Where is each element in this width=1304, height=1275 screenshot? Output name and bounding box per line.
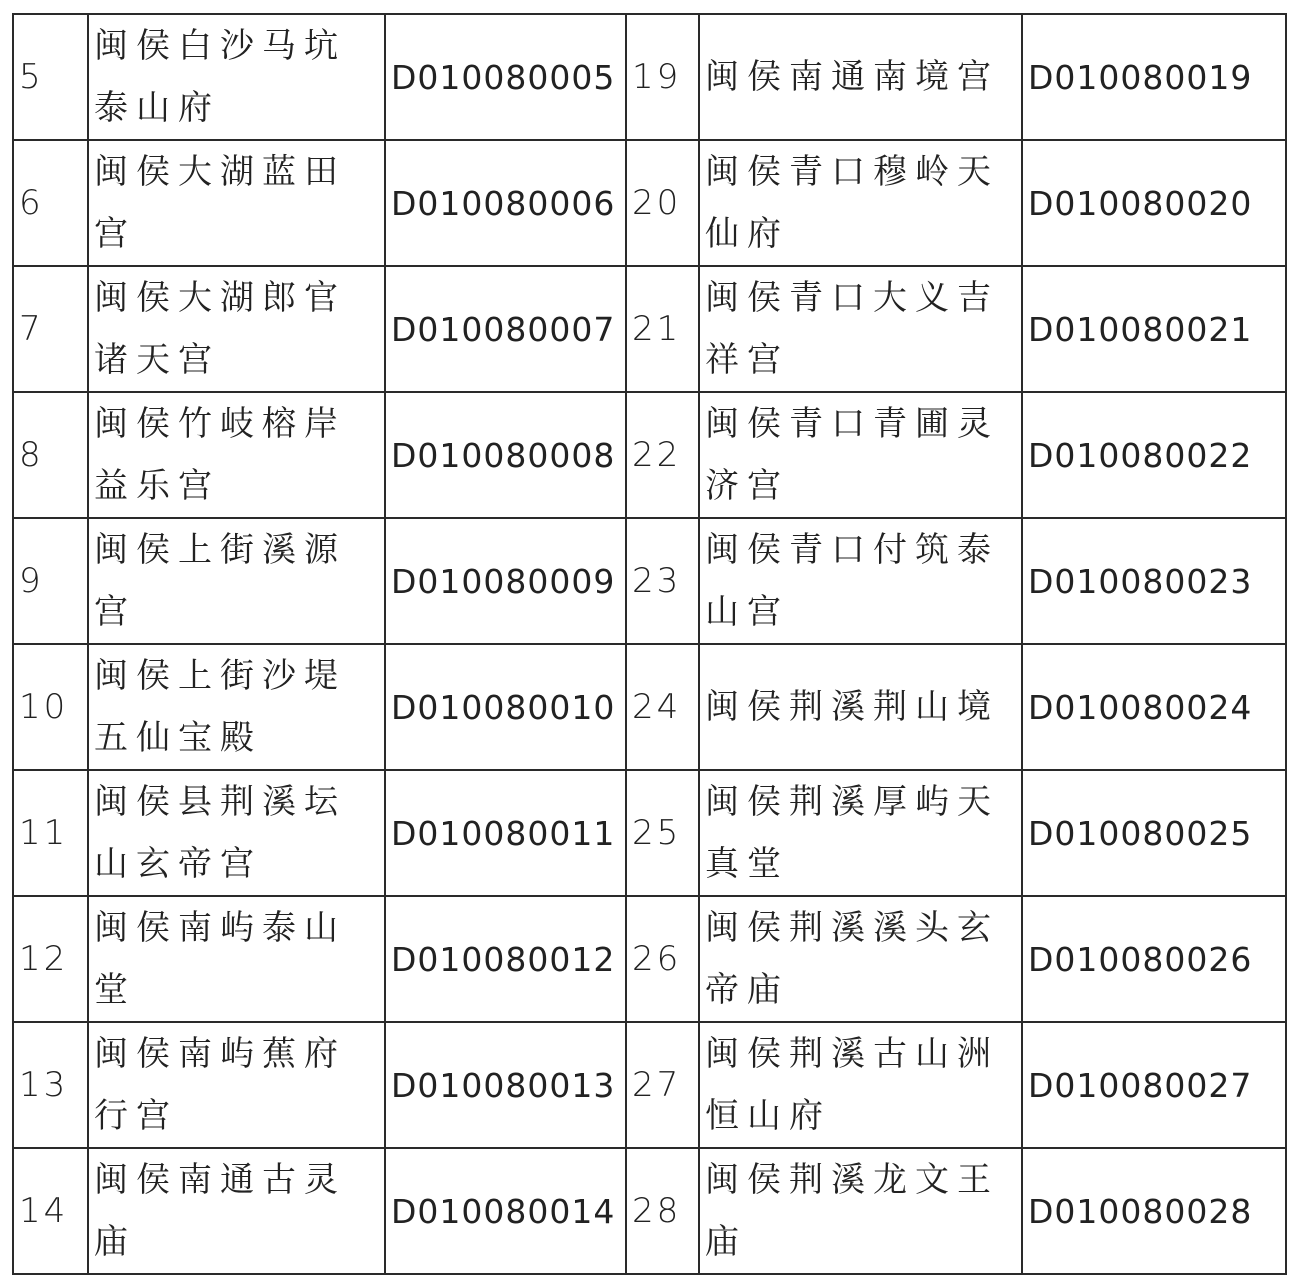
- table-row: [13, 14, 1286, 140]
- registration-code: D010080019: [1022, 14, 1286, 140]
- row-number: 26: [626, 896, 699, 1022]
- row-number: 6: [13, 140, 88, 266]
- row-number: 10: [13, 644, 88, 770]
- row-number: 19: [626, 14, 699, 140]
- registration-code: D010080006: [385, 140, 626, 266]
- table-row: [13, 266, 1286, 392]
- registration-code: D010080020: [1022, 140, 1286, 266]
- row-number: 28: [626, 1148, 699, 1274]
- temple-name: 闽侯大湖蓝田宫: [88, 140, 385, 266]
- temple-name: 闽侯南屿蕉府行宫: [88, 1022, 385, 1148]
- temple-name: 闽侯青口青圃灵济宫: [699, 392, 1022, 518]
- table-row: [13, 1148, 1286, 1274]
- temple-name: 闽侯荆溪荆山境: [699, 644, 1022, 770]
- temple-name: 闽侯荆溪溪头玄帝庙: [699, 896, 1022, 1022]
- registry-table: [12, 13, 1287, 1275]
- row-number: 23: [626, 518, 699, 644]
- temple-name: 闽侯青口大义吉祥宫: [699, 266, 1022, 392]
- temple-name: 闽侯竹岐榕岸益乐宫: [88, 392, 385, 518]
- registration-code: D010080013: [385, 1022, 626, 1148]
- temple-name: 闽侯南屿泰山堂: [88, 896, 385, 1022]
- temple-name: 闽侯荆溪古山洲恒山府: [699, 1022, 1022, 1148]
- temple-name: 闽侯荆溪龙文王庙: [699, 1148, 1022, 1274]
- registration-code: D010080028: [1022, 1148, 1286, 1274]
- row-number: 25: [626, 770, 699, 896]
- registration-code: D010080010: [385, 644, 626, 770]
- table-row: [13, 770, 1286, 896]
- table-row: [13, 896, 1286, 1022]
- table-row: [13, 140, 1286, 266]
- temple-name: 闽侯白沙马坑泰山府: [88, 14, 385, 140]
- table-row: [13, 518, 1286, 644]
- registration-code: D010080023: [1022, 518, 1286, 644]
- temple-name: 闽侯上街溪源宫: [88, 518, 385, 644]
- row-number: 5: [13, 14, 88, 140]
- registration-code: D010080011: [385, 770, 626, 896]
- table-row: [13, 644, 1286, 770]
- row-number: 20: [626, 140, 699, 266]
- row-number: 21: [626, 266, 699, 392]
- row-number: 11: [13, 770, 88, 896]
- row-number: 8: [13, 392, 88, 518]
- temple-name: 闽侯青口穆岭天仙府: [699, 140, 1022, 266]
- registration-code: D010080024: [1022, 644, 1286, 770]
- registration-code: D010080027: [1022, 1022, 1286, 1148]
- temple-name: 闽侯县荆溪坛山玄帝宫: [88, 770, 385, 896]
- registration-code: D010080026: [1022, 896, 1286, 1022]
- registration-code: D010080022: [1022, 392, 1286, 518]
- row-number: 27: [626, 1022, 699, 1148]
- row-number: 24: [626, 644, 699, 770]
- temple-name: 闽侯青口付筑泰山宫: [699, 518, 1022, 644]
- registration-code: D010080021: [1022, 266, 1286, 392]
- registration-code: D010080025: [1022, 770, 1286, 896]
- row-number: 22: [626, 392, 699, 518]
- registration-code: D010080008: [385, 392, 626, 518]
- registration-code: D010080014: [385, 1148, 626, 1274]
- temple-name: 闽侯大湖郎官诸天宫: [88, 266, 385, 392]
- table-row: [13, 1022, 1286, 1148]
- temple-name: 闽侯南通古灵庙: [88, 1148, 385, 1274]
- registry-table-body: [13, 14, 1286, 1274]
- table-row: [13, 392, 1286, 518]
- registration-code: D010080012: [385, 896, 626, 1022]
- registration-code: D010080007: [385, 266, 626, 392]
- temple-name: 闽侯南通南境宫: [699, 14, 1022, 140]
- row-number: 12: [13, 896, 88, 1022]
- row-number: 13: [13, 1022, 88, 1148]
- temple-name: 闽侯上街沙堤五仙宝殿: [88, 644, 385, 770]
- temple-name: 闽侯荆溪厚屿天真堂: [699, 770, 1022, 896]
- registration-code: D010080009: [385, 518, 626, 644]
- registration-code: D010080005: [385, 14, 626, 140]
- row-number: 9: [13, 518, 88, 644]
- row-number: 14: [13, 1148, 88, 1274]
- row-number: 7: [13, 266, 88, 392]
